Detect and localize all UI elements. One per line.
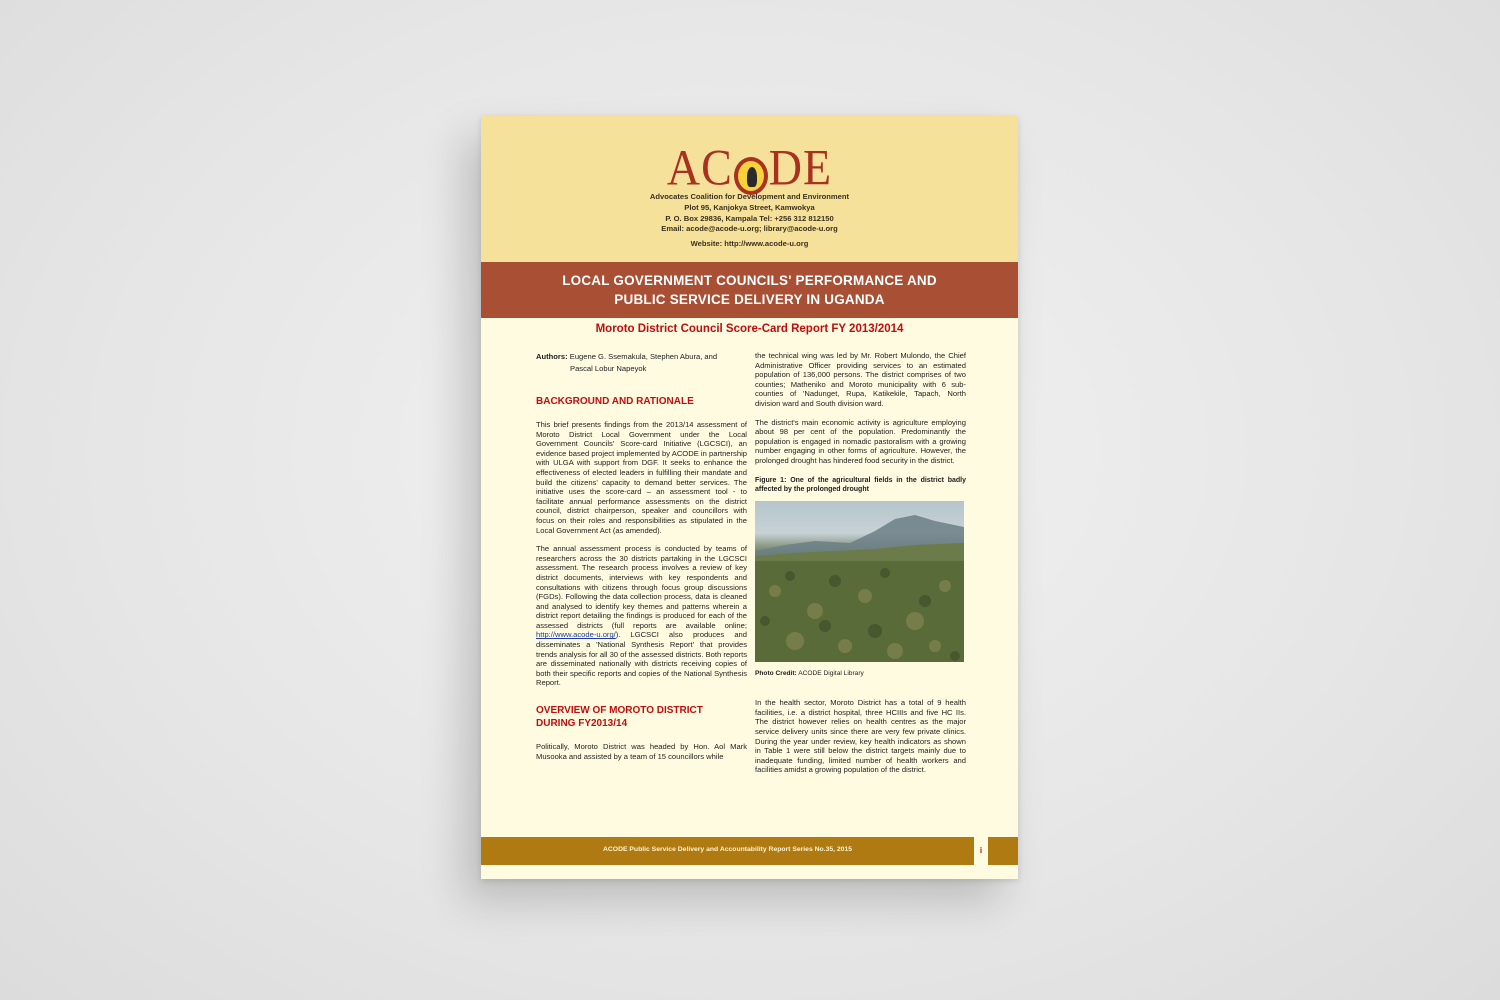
- logo-text-right: DE: [768, 139, 833, 196]
- title-banner: [481, 262, 1018, 318]
- photo-credit: [755, 669, 966, 679]
- page-number: i: [974, 837, 988, 865]
- banner-title-line2: PUBLIC SERVICE DELIVERY IN UGANDA: [614, 292, 885, 307]
- page-footer: [481, 837, 1018, 865]
- section-heading-overview: [536, 704, 747, 730]
- org-email: Email: acode@acode-u.org; library@acode-u.org: [661, 224, 838, 234]
- figure-caption: Figure 1: One of the agricultural fields in the district badly affected by the prolonged drought: [755, 476, 966, 493]
- section-heading-background: BACKGROUND AND RATIONALE: [536, 396, 694, 407]
- field-texture: [755, 561, 964, 662]
- logo-text-left: AC: [666, 139, 733, 196]
- overview-heading-line1: OVERVIEW OF MOROTO DISTRICT: [536, 705, 703, 717]
- authors-label: Authors:: [536, 352, 568, 361]
- banner-title-line1: LOCAL GOVERNMENT COUNCILS' PERFORMANCE AND: [562, 273, 937, 288]
- authors-line2: Pascal Lobur Napeyok: [570, 364, 647, 373]
- overview-paragraph-2: the technical wing was led by Mr. Robert Mulondo, the Chief Administrative Officer providing services to an estimated population of 136,000 persons. The district comprises of two counties; Matheniko and Moroto municipality with 6 sub-counties of 'Nadunget, Rupa, Katikekile, Tapach, North division ward and South division ward.: [755, 351, 966, 408]
- page-header: [481, 116, 1018, 262]
- report-page: [481, 116, 1018, 879]
- photo-credit-value: ACODE Digital Library: [796, 669, 864, 677]
- acode-website-link[interactable]: http://www.acode-u.org/: [536, 630, 616, 640]
- org-po-box: P. O. Box 29836, Kampala Tel: +256 312 812150: [665, 213, 834, 223]
- para2-text-after: ). LGCSCI also produces and disseminates a 'National Synthesis Report' that provides trends analysis for all 30 of the assessed districts. Both reports are disseminated nationally with districts receiving copies of both their specific reports and copies of the National Synthesis Report.: [536, 630, 747, 688]
- authors-line1: Eugene G. Ssemakula, Stephen Abura, and: [567, 352, 718, 361]
- org-name: Advocates Coalition for Development and Environment: [649, 192, 850, 201]
- para2-text-before: The annual assessment process is conducted by teams of researchers across the 30 districts partaking in the LGCSCI assessment. The research process involves a review of key district documents, interviews with key respondents and consultations with citizens through focus group discussions (FGDs). Following the data collection process, data is cleaned and analysed to identify key themes and patterns wherein a district report detailing the findings is produced for each of the assessed districts (full reports are available online;: [536, 544, 747, 630]
- footer-series-text: ACODE Public Service Delivery and Accountability Report Series No.35, 2015: [602, 846, 853, 853]
- drought-field-photo: [755, 501, 964, 662]
- org-contact-block: [481, 192, 1018, 250]
- org-address: Plot 95, Kanjokya Street, Kamwokya: [684, 202, 815, 212]
- crested-crane-icon: [734, 157, 768, 195]
- health-paragraph: In the health sector, Moroto District has a total of 9 health facilities, i.e. a district hospital, three HCIIIs and five HC IIs. The district however relies on health centres as the major service delivery units since there are very few private clinics. During the year under review, key health indicators as shown in Table 1 were still below the district targets mainly due to inadequate funding, limited number of health workers and facilities amidst a growing population of the district.: [755, 698, 966, 775]
- economy-paragraph: The district's main economic activity is agriculture employing about 98 per cent of the population. Predominantly the population is engaged in nomadic pastoralism with a growing number engaging in other forms of agriculture. However, the prolonged drought has hindered food security in the district.: [755, 417, 966, 465]
- mountain-silhouette: [755, 501, 964, 561]
- overview-heading-line2: DURING FY2013/14: [536, 718, 628, 730]
- photo-credit-label: Photo Credit:: [755, 669, 797, 677]
- left-column: [536, 351, 747, 770]
- report-subtitle: Moroto District Council Score-Card Report FY 2013/2014: [595, 323, 904, 335]
- right-column: [755, 351, 966, 784]
- acode-logo: [481, 139, 1018, 196]
- authors-block: [536, 351, 747, 375]
- background-paragraph-1: This brief presents findings from the 2013/14 assessment of Moroto District Local Government under the Local Government Councils' Score-card Initiative (LGCSCI), an evidence based project implemented by ACODE in partnership with ULGA with support from DGF. It seeks to enhance the effectiveness of elected leaders in fulfilling their mandate and build the citizens' capacity to demand better services. The initiative uses the score-card – an assessment tool - to facilitate annual performance assessments on the district council, district chairperson, speaker and councillors with focus on their roles and responsibilities as stipulated in the Local Government Act (as amended).: [536, 420, 747, 535]
- org-website: Website: http://www.acode-u.org: [690, 239, 809, 249]
- background-paragraph-2: [536, 544, 747, 688]
- overview-paragraph-1: Politically, Moroto District was headed by Hon. Aol Mark Musooka and assisted by a team of 15 councillors while: [536, 742, 747, 761]
